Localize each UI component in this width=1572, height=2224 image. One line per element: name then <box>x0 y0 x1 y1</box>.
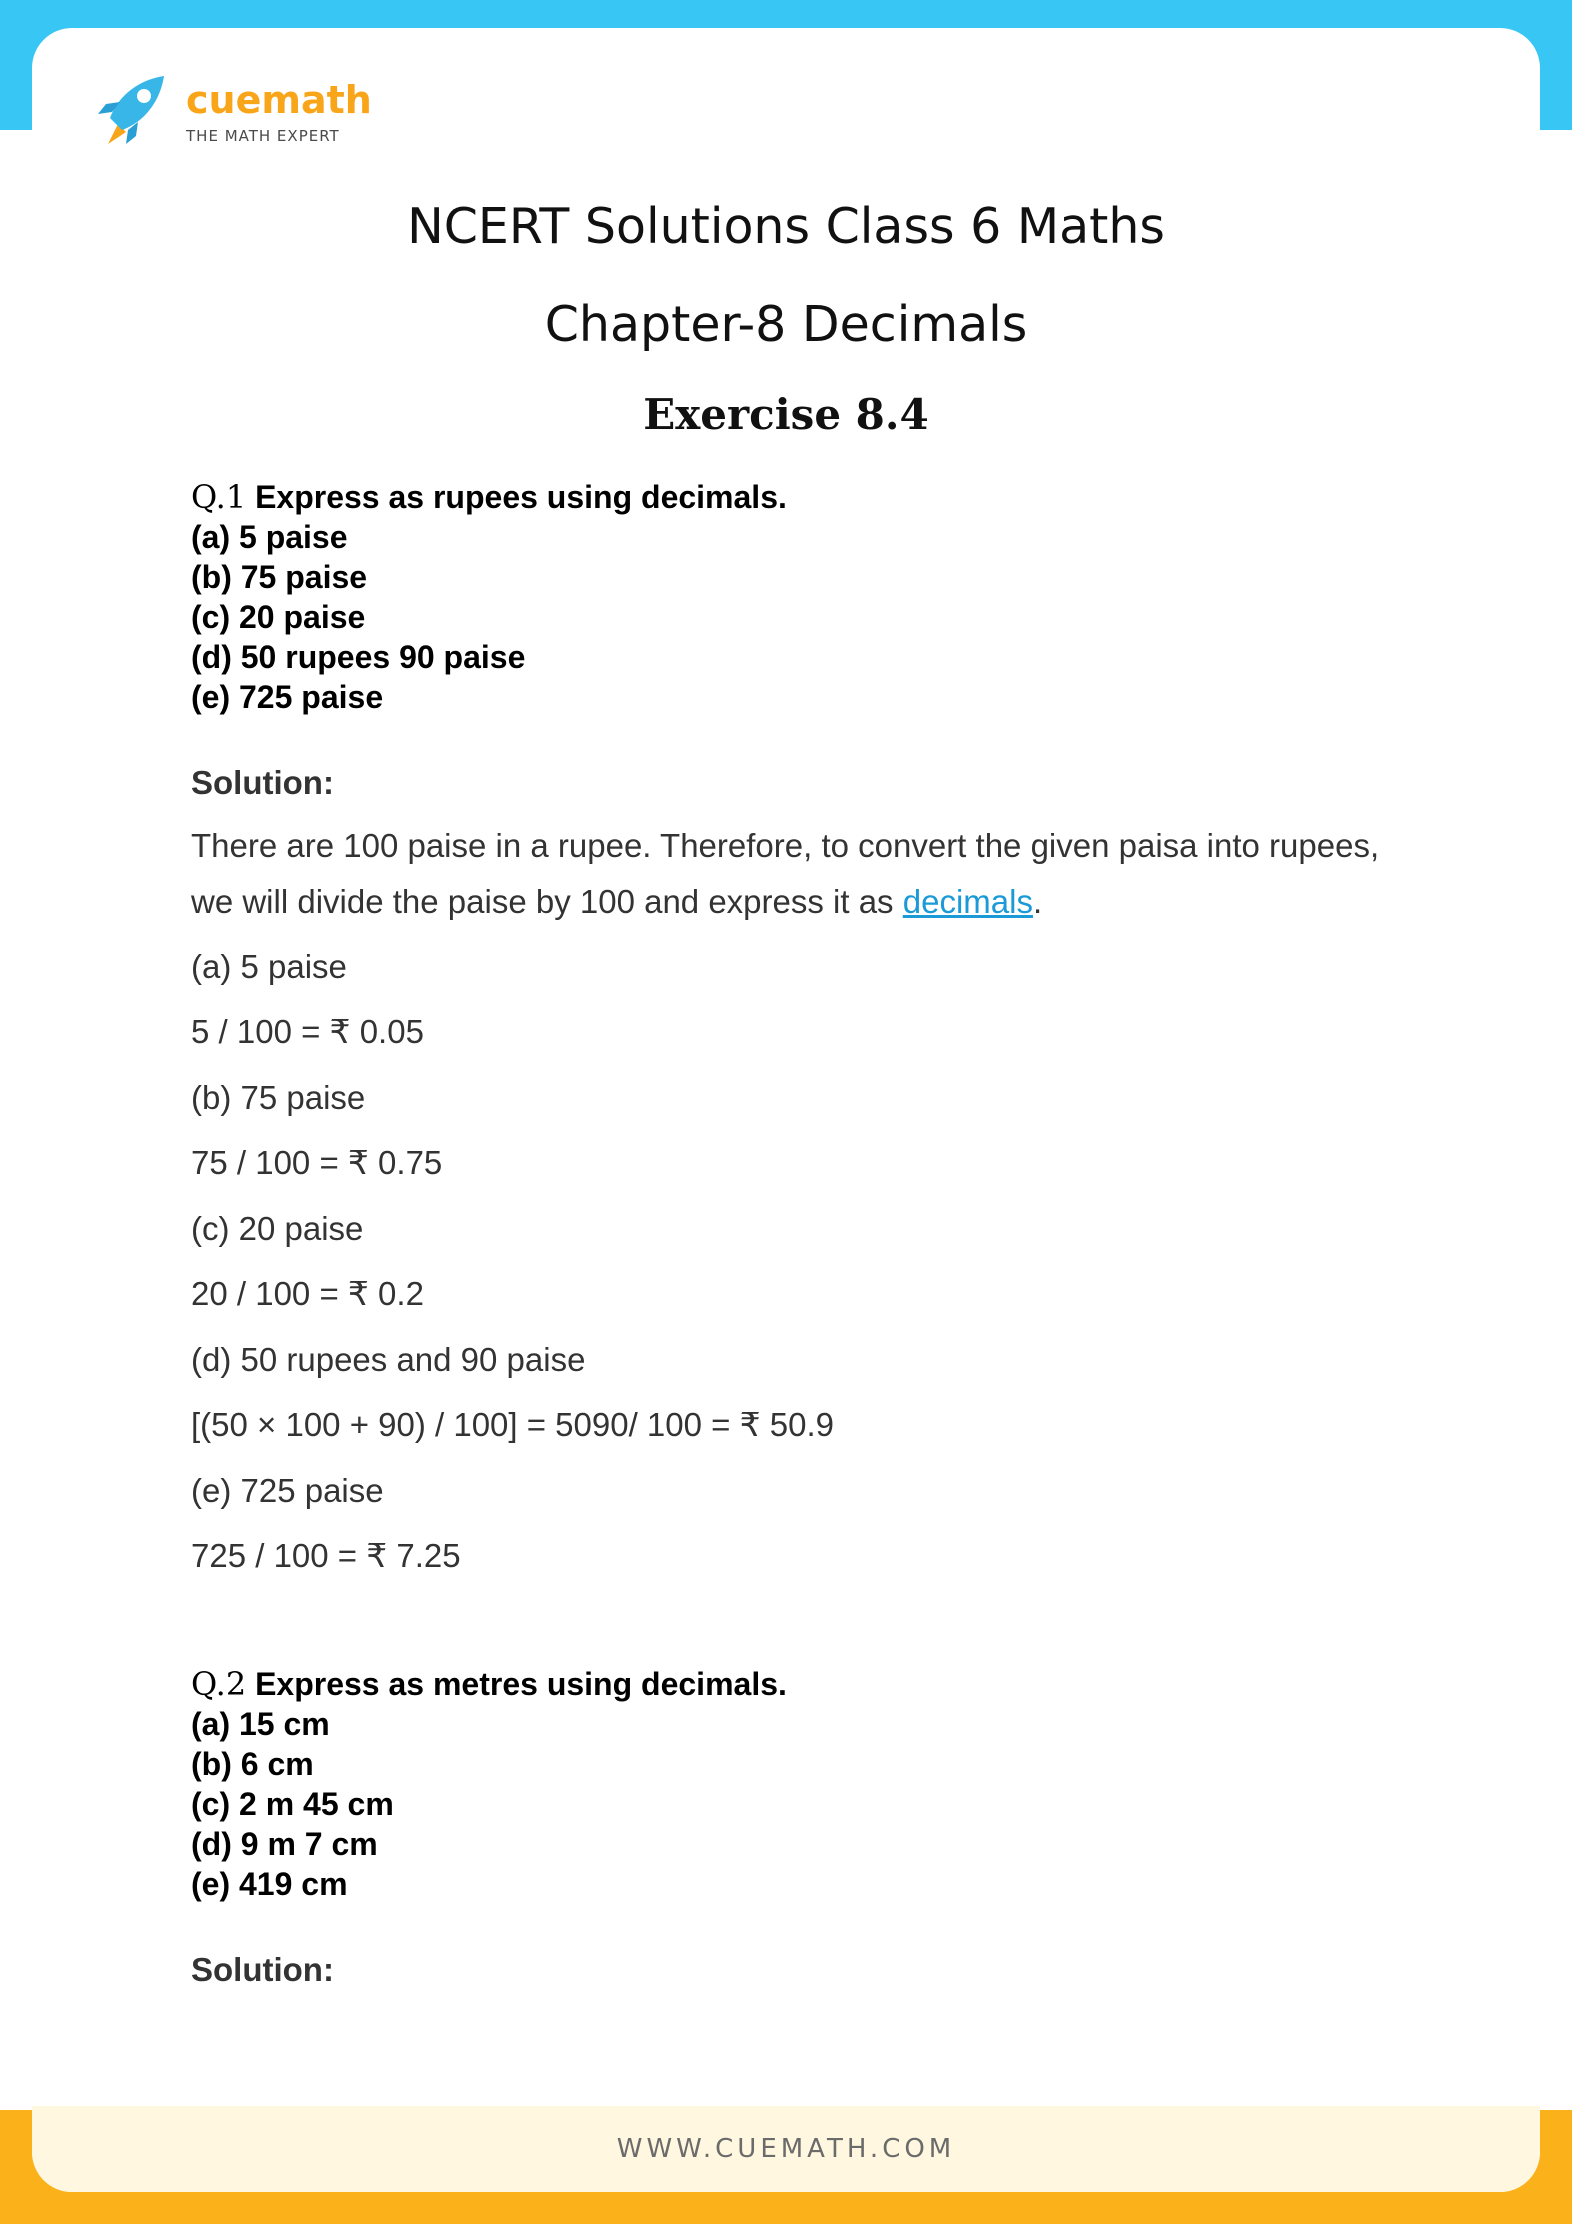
intro-period: . <box>1032 883 1043 920</box>
solution-step: 20 / 100 = ₹ 0.2 <box>191 1275 424 1312</box>
solution-step: (e) 725 paise <box>191 1472 384 1509</box>
solution-step: 75 / 100 = ₹ 0.75 <box>191 1144 443 1181</box>
question-number: Q.1 <box>191 478 247 516</box>
question-1 <box>191 477 1391 717</box>
question-option: (c) 2 m 45 cm <box>191 1786 394 1822</box>
footer-url[interactable]: WWW.CUEMATH.COM <box>616 2134 956 2164</box>
solution-step: [(50 × 100 + 90) / 100] = 5090/ 100 = ₹ 50.9 <box>191 1406 834 1443</box>
question-option: (e) 419 cm <box>191 1866 348 1902</box>
decimals-link[interactable]: decimals <box>902 883 1033 920</box>
cuemath-logo[interactable] <box>88 72 372 154</box>
solution-step: 5 / 100 = ₹ 0.05 <box>191 1013 424 1050</box>
logo-tagline: THE MATH EXPERT <box>186 127 340 145</box>
question-text: Express as metres using decimals. <box>255 1666 787 1702</box>
question-option: (b) 6 cm <box>191 1746 314 1782</box>
chapter-title: Chapter-8 Decimals <box>544 296 1028 353</box>
rocket-icon <box>88 72 170 154</box>
solution-step: (a) 5 paise <box>191 948 347 985</box>
question-option: (d) 50 rupees 90 paise <box>191 639 526 675</box>
solution-intro <box>191 818 1391 930</box>
question-number: Q.2 <box>191 1665 247 1703</box>
question-text: Express as rupees using decimals. <box>255 479 787 515</box>
exercise-heading: Exercise 8.4 <box>643 390 929 439</box>
solution-heading: Solution: <box>191 764 334 801</box>
page-footer <box>32 2106 1540 2192</box>
solution-step: 725 / 100 = ₹ 7.25 <box>191 1537 461 1574</box>
question-2 <box>191 1664 1391 1904</box>
question-option: (b) 75 paise <box>191 559 368 595</box>
solution-heading: Solution: <box>191 1951 334 1988</box>
page-title: NCERT Solutions Class 6 Maths <box>407 198 1165 255</box>
question-option: (a) 5 paise <box>191 519 348 555</box>
intro-text: There are 100 paise in a rupee. Therefore, to convert the given paisa into rupees, we will divide the paise by 100 and express it as <box>191 827 1380 920</box>
solution-step: (d) 50 rupees and 90 paise <box>191 1341 586 1378</box>
logo-wordmark: cuemath <box>186 78 372 122</box>
question-option: (d) 9 m 7 cm <box>191 1826 378 1862</box>
solution-step: (c) 20 paise <box>191 1210 364 1247</box>
solution-step: (b) 75 paise <box>191 1079 366 1116</box>
question-option: (e) 725 paise <box>191 679 384 715</box>
question-option: (a) 15 cm <box>191 1706 330 1742</box>
question-option: (c) 20 paise <box>191 599 366 635</box>
